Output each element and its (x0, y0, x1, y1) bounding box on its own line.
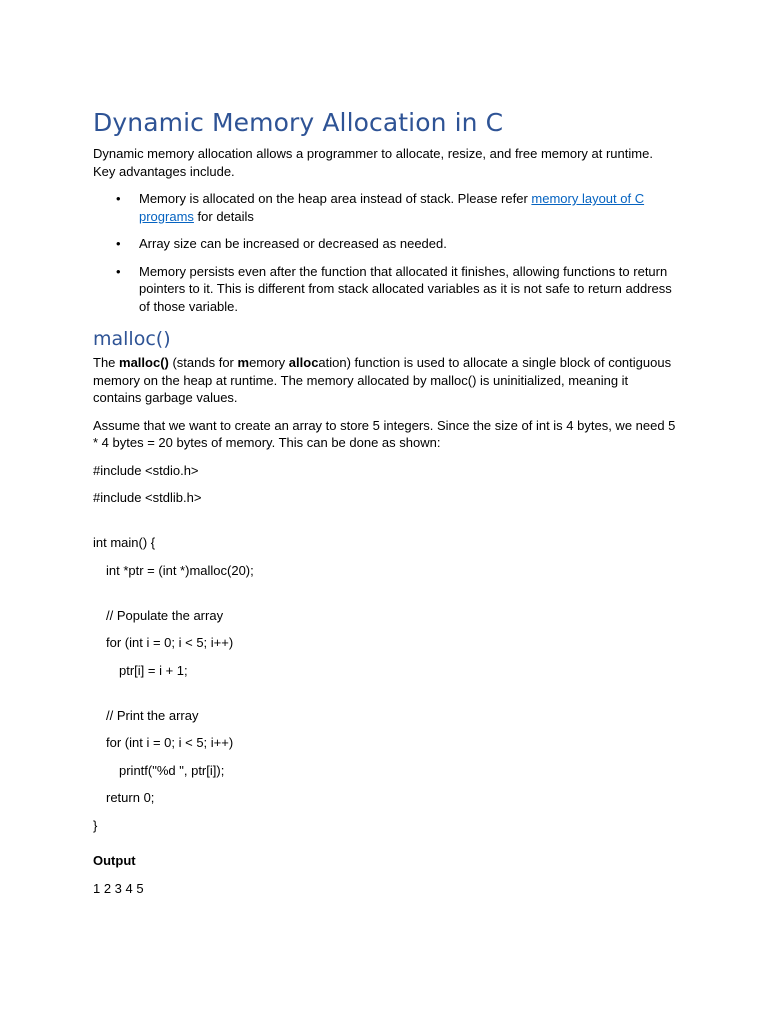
list-item-text: Array size can be increased or decreased as needed. (139, 236, 447, 251)
list-item (93, 263, 678, 316)
blank-line (93, 589, 678, 607)
bullet-icon: • (116, 263, 121, 279)
code-line: // Populate the array (106, 607, 224, 623)
bullet-icon: • (116, 236, 121, 251)
code-line: return 0; (106, 790, 155, 805)
list-item-text: for details (193, 208, 254, 224)
text-run: The (93, 355, 120, 370)
code-line: for (int i = 0; i < 5; i++) (106, 735, 234, 750)
text-run: ation) function is used to allocate a single block of contiguous memory on the heap at runtime. The memory allocated by malloc() is uninitialized, meaning it contains garbage values. (93, 355, 672, 405)
output-label (93, 852, 678, 870)
advantages-list (93, 190, 678, 315)
document-page (93, 106, 678, 907)
code-line: #include <stdlib.h> (93, 490, 202, 505)
output-value: 1 2 3 4 5 (93, 880, 144, 896)
blank-line (93, 517, 678, 535)
code-line: int *ptr = (int *)malloc(20); (106, 562, 254, 578)
list-item-text: Memory is allocated on the heap area instead of stack. Please refer (139, 191, 532, 206)
blank-line (93, 689, 678, 707)
code-line: // Print the array (106, 707, 199, 723)
intro-paragraph: Dynamic memory allocation allows a programmer to allocate, resize, and free memory at runtime. Key advantages include. (93, 146, 653, 179)
malloc-heading: malloc() (93, 328, 171, 350)
bullet-icon: • (116, 191, 121, 206)
text-run: emory (249, 355, 289, 370)
code-line: } (93, 817, 98, 833)
bold-text: Output (93, 853, 136, 868)
code-line: #include <stdio.h> (93, 462, 199, 478)
list-item (93, 190, 678, 225)
text-run: (stands for (168, 355, 238, 370)
code-line: int main() { (93, 535, 156, 550)
code-line: ptr[i] = i + 1; (119, 662, 188, 678)
assume-paragraph: Assume that we want to create an array to store 5 integers. Since the size of int is 4 bytes, we need 5 * 4 bytes = 20 bytes of memory. This can be done as shown: (93, 417, 676, 450)
memory-layout-link[interactable]: memory layout of C programs (139, 191, 645, 224)
blank-line (93, 844, 678, 852)
code-line: for (int i = 0; i < 5; i++) (106, 635, 234, 650)
list-item-text: Memory persists even after the function that allocated it finishes, allowing functions to return pointers to it. This is different from stack allocated variables as it is not safe to return address of those variable. (139, 263, 672, 314)
bold-text: m (237, 355, 250, 370)
bold-text: malloc() (119, 355, 169, 370)
list-item (93, 235, 678, 253)
code-example (93, 462, 678, 898)
code-line: printf("%d ", ptr[i]); (119, 762, 225, 778)
malloc-description (93, 354, 678, 407)
bold-text: alloc (288, 355, 319, 370)
page-title: Dynamic Memory Allocation in C (93, 108, 504, 137)
